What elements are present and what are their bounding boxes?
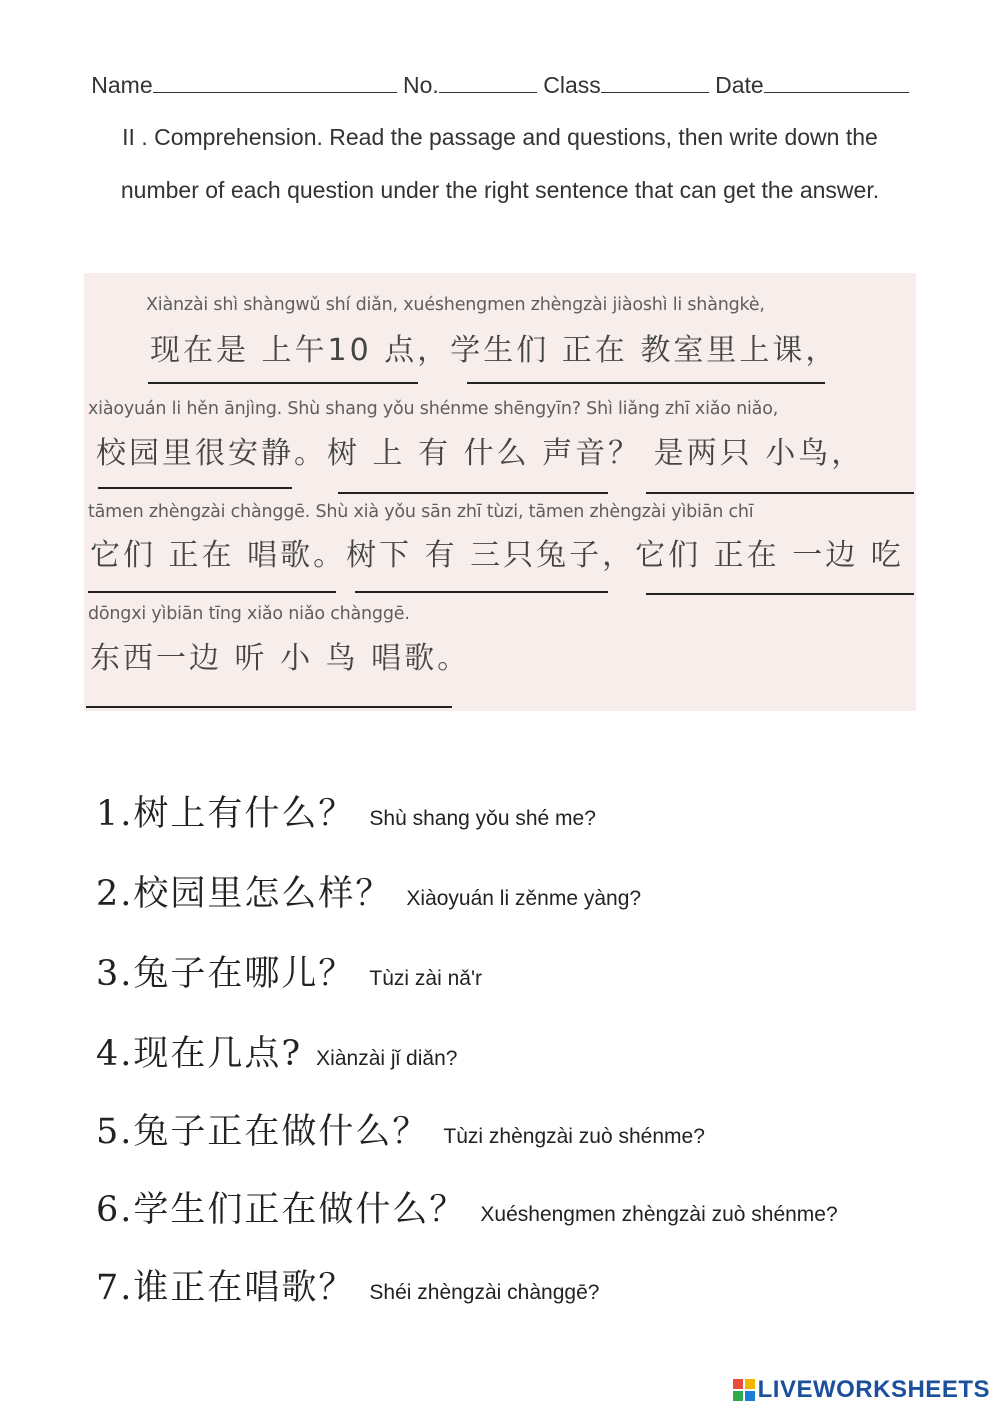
question-6-pinyin: Xuéshengmen zhèngzài zuò shénme? [480,1203,838,1226]
class-label: Class [543,72,601,98]
instructions-line-2: number of each question under the right sentence that can get the answer. [120,177,880,203]
question-5-pinyin: Tùzi zhèngzài zuò shénme? [443,1125,705,1148]
passage-hanzi-line-1: 现在是 上午10 点，学生们 正在 教室里上课， [150,333,839,368]
answer-line-5[interactable] [646,492,914,494]
question-5-hanzi: 5.兔子正在做什么？ [96,1112,430,1152]
instructions-line-1: II . Comprehension. Read the passage and questions, then write down the [122,124,878,150]
question-6-hanzi: 6.学生们正在做什么？ [96,1190,467,1230]
question-3 [96,946,482,996]
question-7-pinyin: Shéi zhèngzài chànggē? [369,1281,600,1304]
answer-line-8[interactable] [646,593,914,595]
question-3-hanzi: 3.兔子在哪儿？ [96,954,356,994]
logo-text: LIVEWORKSHEETS [757,1376,990,1403]
question-5 [96,1104,705,1154]
question-2-hanzi: 2.校园里怎么样？ [96,874,393,914]
date-label: Date [715,72,764,98]
number-label: No. [403,72,439,98]
logo-square-yellow [745,1379,755,1389]
answer-line-7[interactable] [355,591,608,593]
question-2 [96,866,641,916]
logo-square-red [733,1379,743,1389]
question-4-pinyin: Xiànzài jǐ diǎn? [316,1047,458,1070]
number-blank[interactable] [439,72,537,93]
passage-pinyin-line-1: Xiànzài shì shàngwǔ shí diǎn, xuéshengmen zhèngzài jiàoshì li shàngkè, [146,295,765,315]
answer-line-2[interactable] [467,382,825,384]
answer-line-6[interactable] [88,591,336,593]
question-6 [96,1182,838,1232]
name-blank[interactable] [153,72,397,93]
passage-pinyin-line-4: dōngxi yìbiān tīng xiǎo niǎo chànggē. [88,604,410,624]
question-7-hanzi: 7.谁正在唱歌？ [96,1268,356,1308]
passage-hanzi-line-2: 校园里很安静。树 上 有 什么 声音？ 是两只 小鸟， [96,436,865,471]
date-blank[interactable] [764,72,909,93]
question-4-hanzi: 4.现在几点? [96,1034,303,1074]
passage-pinyin-line-3: tāmen zhèngzài chànggē. Shù xià yǒu sān zhī tùzi, tāmen zhèngzài yìbiān chī [88,502,754,522]
question-1-pinyin: Shù shang yǒu shé me? [369,807,596,830]
answer-line-3[interactable] [98,487,292,489]
passage-hanzi-line-3: 它们 正在 唱歌。树下 有 三只兔子，它们 正在 一边 吃 [90,538,904,573]
question-3-pinyin: Tùzi zài nǎ'r [369,967,482,990]
liveworksheets-logo-icon [733,1379,755,1401]
question-1-hanzi: 1.树上有什么？ [96,794,356,834]
question-2-pinyin: Xiàoyuán li zěnme yàng? [406,887,642,910]
student-info-line [0,72,1000,99]
answer-line-9[interactable] [86,706,452,708]
question-4 [96,1026,457,1076]
answer-line-4[interactable] [338,492,608,494]
passage-pinyin-line-2: xiàoyuán li hěn ānjìng. Shù shang yǒu shénme shēngyīn? Shì liǎng zhī xiǎo niǎo, [88,399,779,419]
class-blank[interactable] [601,72,709,93]
logo-square-blue [745,1391,755,1401]
liveworksheets-logo [733,1375,990,1405]
question-1 [96,786,596,836]
question-7 [96,1260,599,1310]
name-label: Name [91,72,153,98]
answer-line-1[interactable] [148,382,418,384]
passage-hanzi-line-4: 东西一边 听 小 鸟 唱歌。 [90,641,471,676]
logo-square-green [733,1391,743,1401]
